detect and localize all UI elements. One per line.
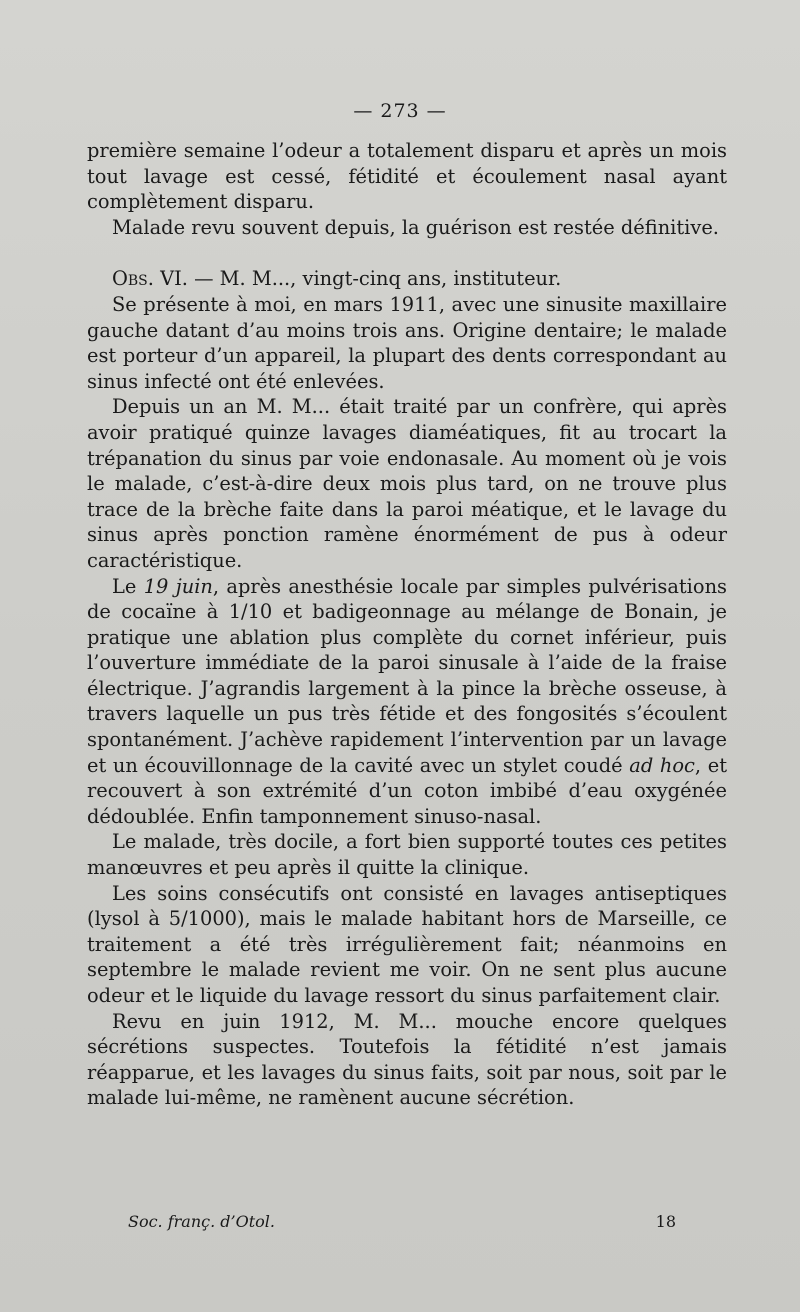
paragraph-followup: Revu en juin 1912, M. M... mouche encore quelques sécrétions suspectes. Toutefois la fétidité n’est jamais réapparue, et les lavages du sinus faits, soit par nous, soit par le malade lui-même, ne ramènent aucune sécrétion. <box>87 1009 727 1110</box>
operation-text-b: , après anesthésie locale par simples pulvérisations de cocaïne à 1/10 et badigeonnage au mélange de Bonain, je pratique une ablation plus complète du cornet inférieur, puis l’ouverture immédiate de la paroi sinusale à l’aide de la fraise électrique. J’agrandis largement à la pince la brèche osseuse, à travers laquelle un pus très fétide et des fongosités s’écoulent spontanément. J’achève rapidement l’intervention par un lavage et un écouvillonnage de la cavité avec un stylet coudé <box>87 574 728 777</box>
paragraph-history: Depuis un an M. M... était traité par un confrère, qui après avoir pratiqué quinze lavages diaméatiques, fit au trocart la trépanation du sinus par voie endonasale. Au moment où je vois le malade, c’est-à-dire deux mois plus tard, on ne trouve plus trace de la brèche faite dans la paroi méatique, et le lavage du sinus après ponction ramène énormément de pus à odeur caractéristique. <box>87 395 727 572</box>
paragraph-continuation: première semaine l’odeur a totalement disparu et après un mois tout lavage est cessé, fétidité et écoulement nasal ayant complètement disparu. <box>87 139 727 214</box>
paragraph-operation <box>87 574 727 830</box>
paragraph-recovery: Le malade, très docile, a fort bien supporté toutes ces petites manœuvres et peu après il quitte la clinique. <box>87 830 727 880</box>
operation-adhoc: ad hoc <box>629 753 695 777</box>
paragraph-outcome: Malade revu souvent depuis, la guérison est restée définitive. <box>112 215 719 239</box>
page-number: — 273 — <box>353 100 447 122</box>
operation-text-a: Le <box>112 574 144 598</box>
operation-date: 19 juin <box>143 574 213 598</box>
observation-heading <box>87 266 727 292</box>
paragraph-presentation: Se présente à moi, en mars 1911, avec une sinusite maxillaire gauche datant d’au moins trois ans. Origine dentaire; le malade est porteur d’un appareil, la plupart des dents correspondant au sinus infecté ont été enlevées. <box>87 292 727 393</box>
observation-label: Obs. VI. <box>112 267 188 291</box>
operation-text-c: , et recouvert à son extrémité d’un coton imbibé d’eau oxygénée dédoublée. Enfin tamponnement sinuso-nasal. <box>87 753 727 828</box>
footer-signature: 18 <box>655 1212 676 1231</box>
footer-source: Soc. franç. d’Otol. <box>128 1212 275 1231</box>
body-text <box>87 138 727 1111</box>
paragraph-aftercare: Les soins consécutifs ont consisté en lavages antiseptiques (lysol à 5/1000), mais le malade habitant hors de Marseille, ce traitement a été très irrégulièrement fait; néanmoins en septembre le malade revient me voir. On ne sent plus aucune odeur et le liquide du lavage ressort du sinus parfaitement clair. <box>87 881 727 1007</box>
observation-patient: — M. M..., vingt-cinq ans, instituteur. <box>187 267 562 291</box>
